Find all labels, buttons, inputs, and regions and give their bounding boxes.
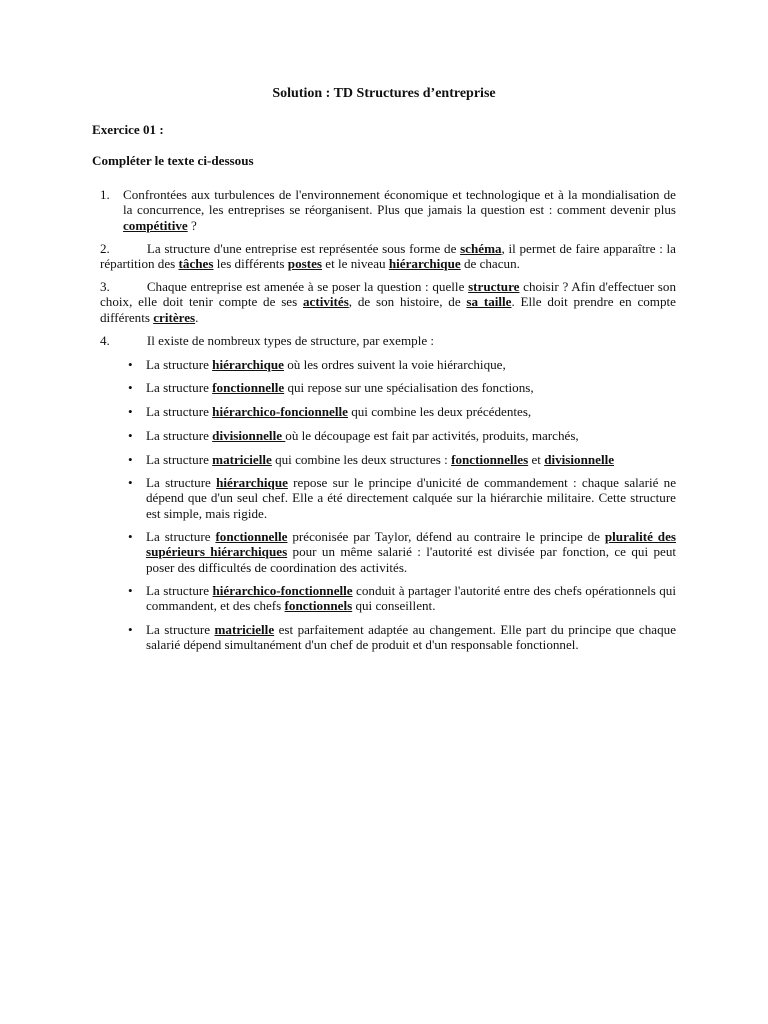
bullet-marker: • xyxy=(128,622,133,637)
answer-keyword: divisionnelle xyxy=(544,452,615,467)
answer-keyword: hiérarchique xyxy=(212,357,284,372)
bullet-marker: • xyxy=(128,404,133,419)
answer-keyword: fonctionnelles xyxy=(451,452,529,467)
answer-keyword: divisionnelle xyxy=(212,428,286,443)
paragraph-4: 4. Il existe de nombreux types de structure, par exemple : xyxy=(100,333,435,348)
bullet-marker: • xyxy=(128,452,133,467)
bullet-marker: • xyxy=(128,529,133,544)
answer-keyword: hiérarchico-foncionnelle xyxy=(212,404,348,419)
bullet-marker: • xyxy=(128,357,133,372)
bullet-item-9: La structure matricielle est parfaitement adaptée au changement. Elle part du principe que chaque salarié dépend simultanément d'un chef de produit et d'un responsable fonctionnel. xyxy=(146,622,677,653)
answer-keyword: fonctionnelle xyxy=(212,380,285,395)
answer-keyword: compétitive xyxy=(123,217,188,233)
answer-keyword: hiérarchico-fonctionnelle xyxy=(212,583,353,598)
item-number-4: 4. xyxy=(100,333,110,348)
answer-keyword: fonctionnels xyxy=(284,598,353,614)
answer-keyword: sa taille xyxy=(466,294,512,310)
answer-keyword: hiérarchique xyxy=(216,475,288,490)
bullet-item-6: La structure hiérarchique repose sur le principe d'unicité de commandement : chaque salarié ne dépend que d'un seul chef. Elle a été directement calquée sur la hiérarchie militaire. Cette structure est simple, mais rigide. xyxy=(146,475,677,521)
item-number-2: 2. xyxy=(100,241,110,256)
answer-keyword: matricielle xyxy=(212,452,272,467)
bullet-marker: • xyxy=(128,380,133,395)
answer-keyword: tâches xyxy=(178,256,214,272)
answer-keyword: pluralité des supérieurs hiérarchiques xyxy=(146,529,676,560)
answer-keyword: activités xyxy=(302,294,349,310)
bullet-item-2: La structure fonctionnelle qui repose sur une spécialisation des fonctions, xyxy=(146,380,534,395)
item-number-1: 1. xyxy=(100,187,110,202)
page-title: Solution : TD Structures d’entreprise xyxy=(272,86,496,101)
answer-keyword: schéma xyxy=(460,241,502,256)
bullet-marker: • xyxy=(128,583,133,598)
paragraph-1: Confrontées aux turbulences de l'environnement économique et technologique et à la mondialisation de la concurrence, les entreprises se réorganisent. Plus que jamais la question est : comment devenir plus compétitive ? xyxy=(123,187,676,233)
instruction-heading: Compléter le texte ci-dessous xyxy=(92,153,254,168)
bullet-marker: • xyxy=(128,475,133,490)
answer-keyword: postes xyxy=(287,256,322,272)
answer-keyword: fonctionnelle xyxy=(215,529,288,544)
answer-keyword: critères xyxy=(153,309,196,325)
bullet-item-1: La structure hiérarchique où les ordres suivent la voie hiérarchique, xyxy=(146,357,506,372)
paragraph-2: 2. La structure d'une entreprise est représentée sous forme de schéma, il permet de faire apparaître : la répartition des tâches les différents postes et le niveau hiérarchique de chacun. xyxy=(100,241,676,272)
bullet-item-7: La structure fonctionnelle préconisée par Taylor, défend au contraire le principe de pluralité des supérieurs hiérarchiques pour un même salarié : l'autorité est divisée par fonction, ce qui peut poser des difficultés de coordination des activités. xyxy=(146,529,676,575)
bullet-item-4: La structure divisionnelle où le découpage est fait par activités, produits, marchés, xyxy=(146,428,579,443)
paragraph-3: 3. Chaque entreprise est amenée à se poser la question : quelle structure choisir ? Afin d'effectuer son choix, elle doit tenir compte de ses activités, de son histoire, de sa taille. Elle doit prendre en compte différents critères. xyxy=(100,279,676,325)
answer-keyword: structure xyxy=(468,279,520,294)
answer-keyword: hiérarchique xyxy=(388,256,461,272)
bullet-marker: • xyxy=(128,428,133,443)
answer-keyword: matricielle xyxy=(214,622,275,637)
bullet-item-5: La structure matricielle qui combine les deux structures : fonctionnelles et divisionnelle xyxy=(146,452,615,467)
item-number-3: 3. xyxy=(100,279,110,294)
exercise-heading: Exercice 01 : xyxy=(92,122,164,137)
bullet-item-8: La structure hiérarchico-fonctionnelle conduit à partager l'autorité entre des chefs opérationnels qui commandent, et des chefs fonctionnels qui conseillent. xyxy=(146,583,676,614)
bullet-item-3: La structure hiérarchico-foncionnelle qui combine les deux précédentes, xyxy=(146,404,532,419)
